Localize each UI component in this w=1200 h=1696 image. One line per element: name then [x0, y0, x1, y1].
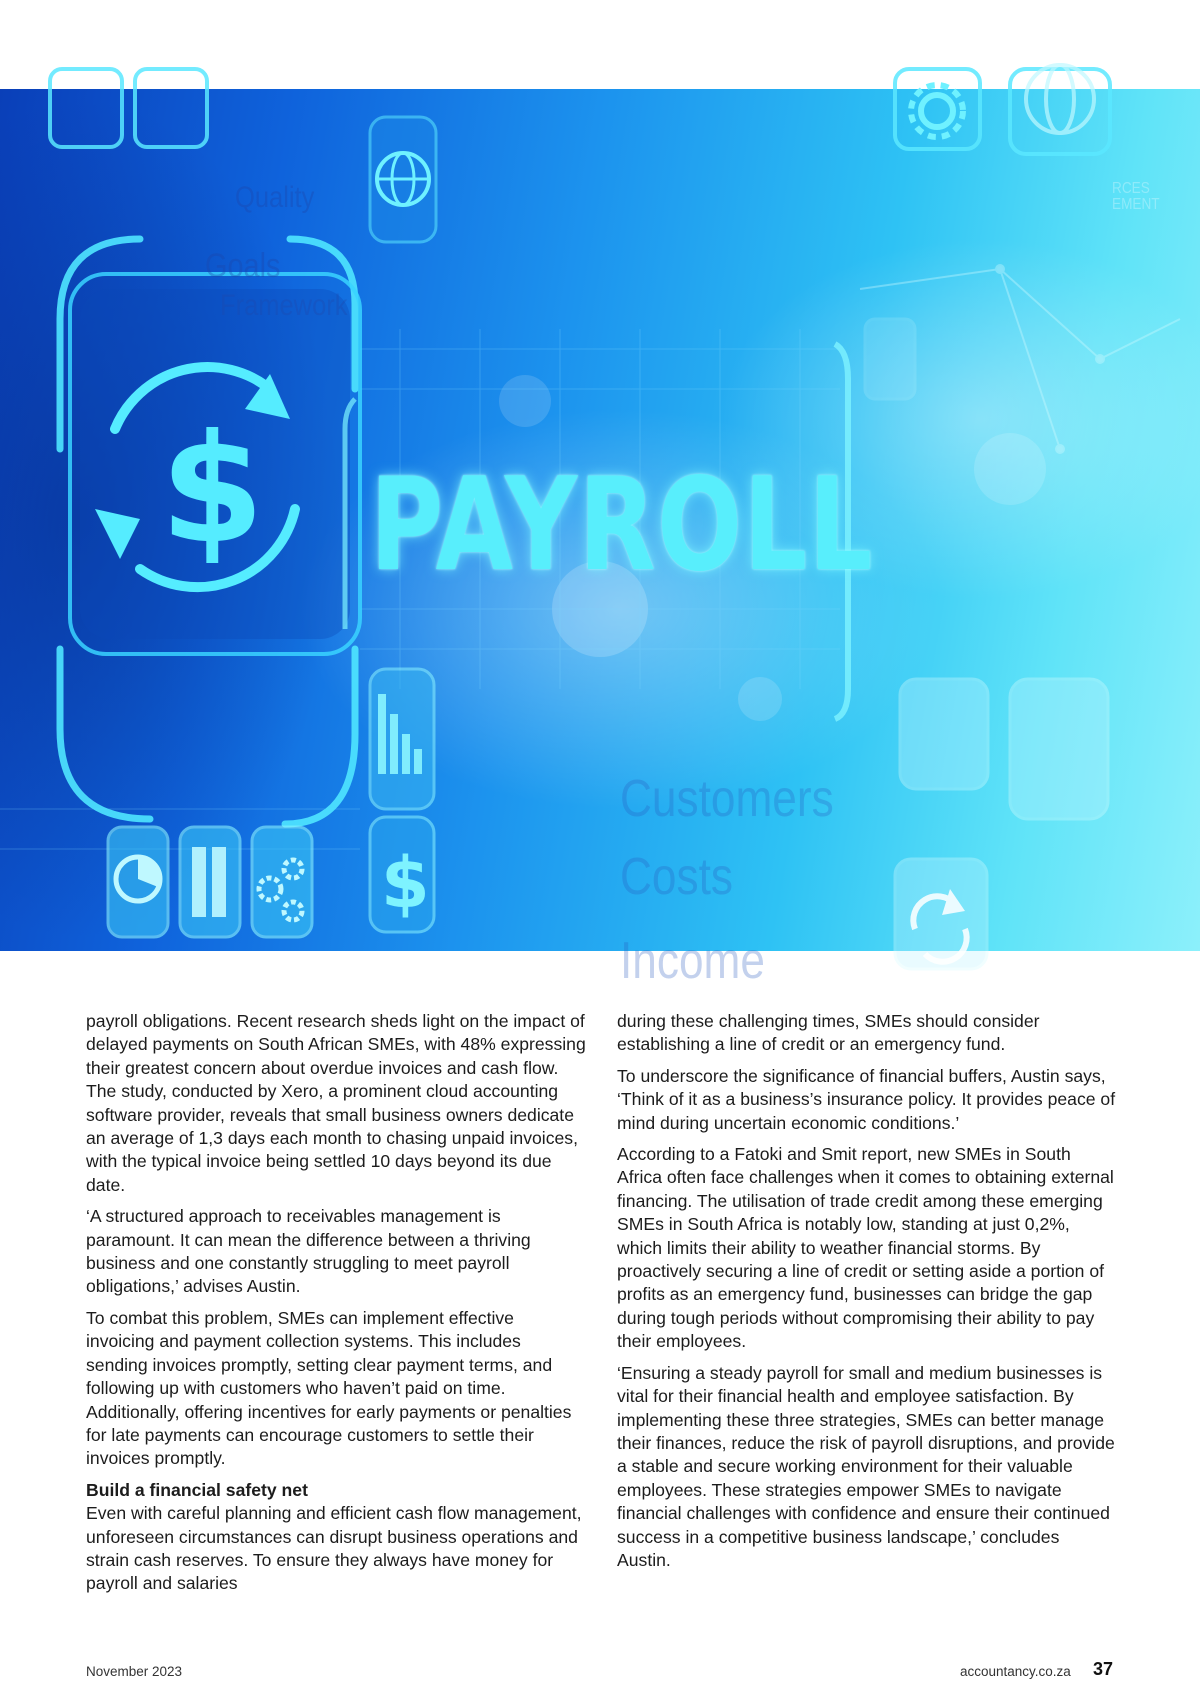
ghost-word-income: Income — [620, 932, 765, 990]
ghost-word-costs: Costs — [620, 848, 733, 906]
gear-icon — [911, 85, 963, 137]
paragraph: ‘Ensuring a steady payroll for small and medium businesses is vital for their financial health and employee satisfaction. By implementing these three strategies, SMEs can better manage their finances, reduce the risk of payroll disruptions, and provide a stable and secure working environment for their valuable employees. These strategies empower SMEs to navigate financial challenges with confidence and ensure their continued success in a competitive business landscape,’ concludes Austin. — [617, 1362, 1115, 1570]
footer-site-link[interactable]: accountancy.co.za — [960, 1664, 1071, 1679]
section-heading: Build a financial safety net — [86, 1479, 308, 1500]
ghost-word-forces-line2: EMENT — [1112, 196, 1160, 213]
ghost-word-quality: Quality — [235, 181, 315, 214]
paragraph: ‘A structured approach to receivables management is paramount. It can mean the difference between a thriving business and one constantly struggling to meet payroll obligations,’ advises Austin. — [86, 1206, 531, 1297]
paragraph: payroll obligations. Recent research sheds light on the impact of delayed payments on South African SMEs, with 48% expressing their greatest concern about overdue invoices and cash flow. The study, conducted by Xero, a prominent cloud accounting software provider, reveals that small business owners dedicate an average of 1,3 days each month to chasing unpaid invoices, with the typical invoice being settled 10 days beyond its due date. — [86, 1011, 586, 1195]
ghost-word-customers: Customers — [620, 770, 834, 828]
hero-title: PAYROLL — [370, 451, 874, 600]
ghost-word-framework: Framework — [220, 289, 348, 322]
paragraph: According to a Fatoki and Smit report, new SMEs in South Africa often face challenges when it comes to obtaining external financing. The utilisation of trade credit among these emerging SMEs in South Africa is notably low, standing at just 0,2%, which limits their ability to weather financial storms. By proactively securing a line of credit or setting aside a portion of profits as an emergency fund, businesses can bridge the gap during tough periods without compromising their ability to pay their employees. — [617, 1144, 1114, 1352]
paragraph: during these challenging times, SMEs should consider establishing a line of credit or an emergency fund. — [617, 1011, 1040, 1055]
pie-chart-icon — [108, 827, 168, 937]
paragraph: To underscore the significance of financial buffers, Austin says, ‘Think of it as a business’s insurance policy. It provides peace of mind during uncertain economic conditions.’ — [617, 1065, 1116, 1133]
svg-text:$: $ — [160, 403, 265, 577]
paragraph: Even with careful planning and efficient cash flow management, unforeseen circumstances can disrupt business operations and strain cash reserves. To ensure they always have money for payroll and salaries — [86, 1503, 582, 1594]
article-left-column — [86, 1010, 586, 1604]
dollar-icon — [370, 817, 434, 932]
ghost-word-forces — [1112, 181, 1160, 213]
binder-icon — [180, 827, 240, 937]
svg-text:$: $ — [381, 842, 430, 924]
paragraph: To combat this problem, SMEs can implement effective invoicing and payment collection systems. This includes sending invoices promptly, setting clear payment terms, and following up with customers who haven’t paid on time. Additionally, offering incentives for early payments or penalties for late payments can encourage customers to settle their invoices promptly. — [86, 1307, 572, 1469]
globe-icon-top-right — [1026, 65, 1094, 133]
gears-icon — [252, 827, 312, 937]
footer-date: November 2023 — [86, 1664, 183, 1679]
ghost-word-goals: Goals — [205, 247, 281, 285]
hero-image — [0, 89, 1200, 990]
bar-chart-icon — [370, 669, 434, 809]
ghost-word-forces-line1: RCES — [1112, 180, 1150, 197]
article-right-column — [617, 1010, 1117, 1580]
page-number: 37 — [1093, 1659, 1114, 1679]
globe-icon — [370, 117, 436, 242]
